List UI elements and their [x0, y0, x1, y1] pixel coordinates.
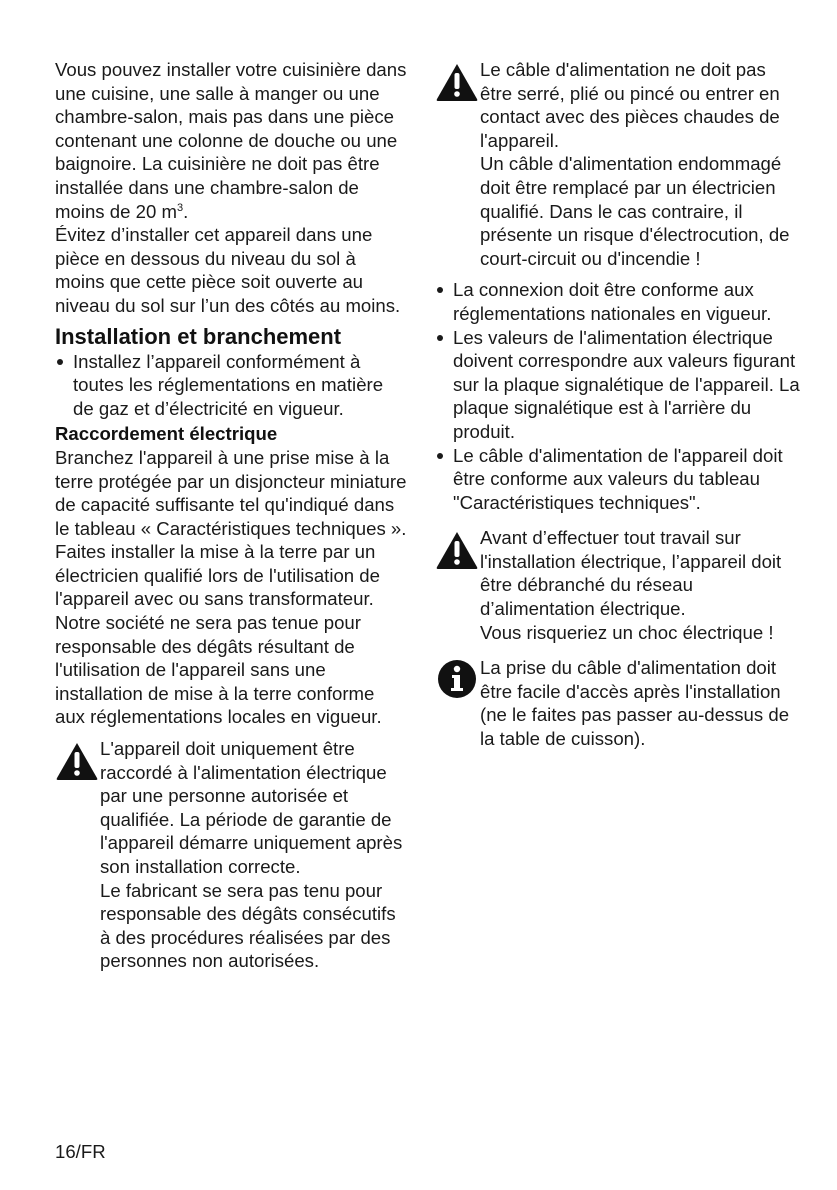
- bullet-text: Installez l’appareil conformément à toutes les réglementations en matière de gaz et d’électricité en vigueur.: [73, 350, 384, 419]
- warning-2-text-1: Le câble d'alimentation ne doit pas être serré, plié ou pincé ou entrer en contact avec des pièces chaudes de l'appareil.: [480, 59, 780, 151]
- left-column: [55, 58, 407, 973]
- warning-callout-1: [55, 737, 407, 973]
- warning-3-text-1: Avant d’effectuer tout travail sur l'installation électrique, l’appareil doit être débranché du réseau d’alimentation électrique.: [480, 527, 782, 620]
- info-1-text-1: La prise du câble d'alimentation doit être facile d'accès après l'installation (ne le faites pas passer au-dessus de la table de cuisson).: [480, 657, 790, 750]
- bullet-item: [55, 350, 407, 421]
- bullet-item: [435, 444, 800, 515]
- bullet-icon: [437, 287, 443, 293]
- bullet-icon: [437, 453, 443, 459]
- bullet-icon: [57, 359, 63, 365]
- warning-1-text-1: L'appareil doit uniquement être raccordé à l'alimentation électrique par une personne autorisée et qualifiée. La période de garantie de l'appareil démarre uniquement après son installation correcte.: [100, 738, 403, 877]
- info-callout-1: [435, 656, 800, 750]
- warning-3-text-2: Vous risqueriez un choc électrique !: [480, 621, 774, 643]
- warning-2-text-2: Un câble d'alimentation endommagé doit être remplacé par un électricien qualifié. Dans le cas contraire, il présente un risque d'électrocution, de court-circuit ou d'incendie !: [480, 153, 790, 269]
- warning-triangle-icon: [435, 530, 479, 570]
- intro-paragraph-1: [55, 58, 407, 223]
- intro-paragraph-1-end: .: [183, 200, 189, 222]
- warning-callout-2: [435, 58, 800, 270]
- warning-1-text-2: Le fabricant se sera pas tenu pour responsable des dégâts consécutifs à des procédures réalisées par des personnes non autorisées.: [100, 879, 396, 972]
- section-heading: Installation et branchement: [55, 323, 342, 349]
- superscript-3: 3: [176, 201, 184, 214]
- bullet-text: Les valeurs de l'alimentation électrique doivent correspondre aux valeurs figurant sur la plaque signalétique de l'appareil. La plaque signalétique est à l'arrière du produit.: [453, 326, 800, 442]
- bullet-text: Le câble d'alimentation de l'appareil doit être conforme aux valeurs du tableau "Caractéristiques techniques".: [453, 444, 783, 513]
- info-circle-icon: [437, 659, 477, 699]
- intro-paragraph-2: Évitez d’installer cet appareil dans une pièce en dessous du niveau du sol à moins que cette pièce soit ouverte au niveau du sol sur l’un des côtés au moins.: [55, 224, 401, 316]
- bullet-item: [435, 278, 800, 325]
- bullet-icon: [437, 335, 443, 341]
- intro-paragraph-1-text: Vous pouvez installer votre cuisinière dans une cuisine, une salle à manger ou une chambre-salon, mais pas dans une pièce contenant une colonne de douche ou une baignoire. La cuisinière ne doit pas être installée dans une chambre-salon de moins de 20 m: [55, 59, 407, 222]
- subsection-paragraph: Branchez l'appareil à une prise mise à la terre protégée par un disjoncteur miniature de capacité suffisante tel qu'indiqué dans le tableau « Caractéristiques techniques ». Faites installer la mise à la terre par un électricien qualifié lors de l'utilisation de l'appareil avec ou sans transformateur. Notre société ne sera pas tenue pour responsable des dégâts résultant de l'utilisation de l'appareil sans une installation de mise à la terre conforme aux réglementations locales en vigueur.: [55, 446, 407, 728]
- bullet-item: [435, 326, 800, 444]
- section-bullet-list: [55, 350, 407, 421]
- warning-callout-3: [435, 526, 800, 644]
- bullet-text: La connexion doit être conforme aux réglementations nationales en vigueur.: [453, 279, 772, 324]
- subsection-heading: Raccordement électrique: [55, 423, 278, 445]
- connection-bullet-list: [435, 278, 800, 514]
- page-number: 16/FR: [55, 1141, 106, 1162]
- warning-triangle-icon: [435, 62, 479, 102]
- right-column: [435, 58, 800, 751]
- warning-triangle-icon: [55, 741, 99, 781]
